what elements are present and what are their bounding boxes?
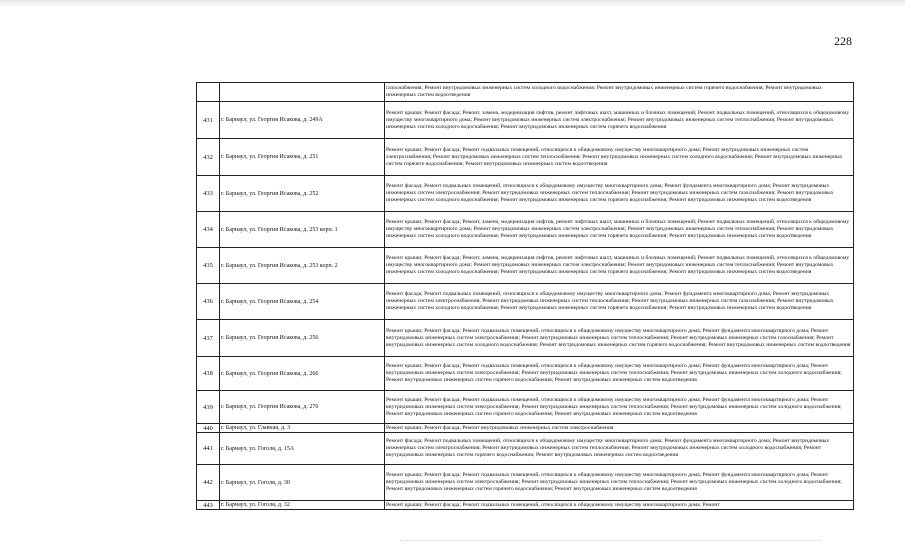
repair-register-table [196,82,854,510]
table-row [197,391,854,424]
row-works: Ремонт крыши; Ремонт фасада; Ремонт подвальных помещений, относящихся к общедомовому имуществу многоквартирного дома; Ремонт фундамента многоквартирного дома; Ремонт внутридомовых инженерных систем электроснабжения; Ремонт внутридомовых инженерных систем теплоснабжения; Ремонт внутридомовых инженерных систем холодного водоснабжения; Ремонт внутридомовых инженерных систем горячего водоснабжения; Ремонт внутридомовых инженерных систем водоотведения [385,357,854,391]
table-row [197,248,854,284]
row-number: 441 [197,433,220,465]
row-works: Ремонт крыши; Ремонт фасада; Ремонт внутридомовых инженерных систем электроснабжения [385,424,854,433]
row-works: Ремонт крыши; Ремонт фасада; Ремонт подвальных помещений, относящихся к общедомовому имуществу многоквартирного дома; Ремонт фундамента многоквартирного дома; Ремонт внутридомовых инженерных систем электроснабжения; Ремонт внутридомовых инженерных систем теплоснабжения; Ремонт внутридомовых инженерных систем холодного водоснабжения; Ремонт внутридомовых инженерных систем горячего водоснабжения; Ремонт внутридомовых инженерных систем водоотведения [385,391,854,424]
row-address: г. Барнаул, ул. Главная, д. 3 [220,424,385,433]
table-row [197,139,854,176]
row-number: 438 [197,357,220,391]
row-works: газоснабжения; Ремонт внутридомовых инженерных систем холодного водоснабжения; Ремонт внутридомовых инженерных систем горячего водоснабжения; Ремонт внутридомовых инженерных систем водоотведения [385,83,854,102]
row-number: 439 [197,391,220,424]
table-row [197,465,854,501]
row-number: 443 [197,501,220,510]
row-works: Ремонт крыши; Ремонт фасада; Ремонт, замена, модернизация лифтов, ремонт лифтовых шахт, машинных и блочных помещений; Ремонт подвальных помещений, относящихся к общедомовому имуществу многоквартирного дома; Ремонт внутридомовых инженерных систем электроснабжения; Ремонт внутридомовых инженерных систем теплоснабжения; Ремонт внутридомовых инженерных систем холодного водоснабжения; Ремонт внутридомовых инженерных систем горячего водоснабжения; Ремонт внутридомовых инженерных систем водоотведения [385,212,854,248]
row-address: г. Барнаул, ул. Георгия Исакова, д. 266 [220,357,385,391]
row-works: Ремонт фасада; Ремонт подвальных помещений, относящихся к общедомовому имуществу многоквартирного дома; Ремонт фундамента многоквартирного дома; Ремонт внутридомовых инженерных систем электроснабжения; Ремонт внутридомовых инженерных систем теплоснабжения; Ремонт внутридомовых инженерных систем газоснабжения; Ремонт внутридомовых инженерных систем холодного водоснабжения; Ремонт внутридомовых инженерных систем горячего водоснабжения; Ремонт внутридомовых инженерных систем водоотведения [385,284,854,320]
table-row [197,284,854,320]
row-works: Ремонт крыши; Ремонт фасада; Ремонт подвальных помещений, относящихся к общедомовому имуществу многоквартирного дома; Ремонт фундамента многоквартирного дома; Ремонт внутридомовых инженерных систем электроснабжения; Ремонт внутридомовых инженерных систем теплоснабжения; Ремонт внутридомовых инженерных систем холодного водоснабжения; Ремонт внутридомовых инженерных систем горячего водоснабжения; Ремонт внутридомовых инженерных систем водоотведения [385,465,854,501]
table-row [197,102,854,139]
table-row [197,433,854,465]
row-address: г. Барнаул, ул. Георгия Исакова, д. 256 [220,320,385,357]
row-address: г. Барнаул, ул. Гоголя, д. 30 [220,465,385,501]
row-number: 431 [197,102,220,139]
row-works: Ремонт крыши; Ремонт фасада; Ремонт, замена, модернизация лифтов, ремонт лифтовых шахт, машинных и блочных помещений; Ремонт подвальных помещений, относящихся к общедомовому имуществу многоквартирного дома; Ремонт внутридомовых инженерных систем электроснабжения; Ремонт внутридомовых инженерных систем теплоснабжения; Ремонт внутридомовых инженерных систем холодного водоснабжения; Ремонт внутридомовых инженерных систем горячего водоснабжения; Ремонт внутридомовых инженерных систем водоотведения [385,248,854,284]
table-row [197,176,854,212]
row-number: 435 [197,248,220,284]
table-row [197,83,854,102]
row-address: г. Барнаул, ул. Георгия Исакова, д. 251 [220,139,385,176]
row-address: г. Барнаул, ул. Георгия Исакова, д. 249А [220,102,385,139]
row-address [220,83,385,102]
table-row [197,212,854,248]
row-number: 432 [197,139,220,176]
row-number: 442 [197,465,220,501]
row-number: 433 [197,176,220,212]
row-works: Ремонт крыши; Ремонт фасада; Ремонт, замена, модернизация лифтов, ремонт лифтовых шахт, машинных и блочных помещений; Ремонт подвальных помещений, относящихся к общедомовому имуществу многоквартирного дома; Ремонт внутридомовых инженерных систем электроснабжения; Ремонт внутридомовых инженерных систем теплоснабжения; Ремонт внутридомовых инженерных систем холодного водоснабжения; Ремонт внутридомовых инженерных систем горячего водоснабжения [385,102,854,139]
row-works: Ремонт крыши; Ремонт фасада; Ремонт подвальных помещений, относящихся к общедомовому имуществу многоквартирного дома; Ремонт фундамента многоквартирного дома; Ремонт внутридомовых инженерных систем электроснабжения; Ремонт внутридомовых инженерных систем теплоснабжения; Ремонт внутридомовых инженерных систем газоснабжения; Ремонт внутридомовых инженерных систем холодного водоснабжения; Ремонт внутридомовых инженерных систем горячего водоснабжения; Ремонт внутридомовых инженерных систем водоотведения [385,320,854,357]
table-row [197,424,854,433]
row-number: 437 [197,320,220,357]
table-row [197,320,854,357]
row-works: Ремонт крыши; Ремонт фасада; Ремонт подвальных помещений, относящихся к общедомовому имуществу многоквартирного дома; Ремонт внутридомовых инженерных систем электроснабжения; Ремонт внутридомовых инженерных систем теплоснабжения; Ремонт внутридомовых инженерных систем холодного водоснабжения; Ремонт внутридомовых инженерных систем горячего водоснабжения; Ремонт внутридомовых инженерных систем водоотведения [385,139,854,176]
row-address: г. Барнаул, ул. Георгия Исакова, д. 253 корп. 2 [220,248,385,284]
scan-edge-shadow [0,0,905,8]
row-number: 440 [197,424,220,433]
row-number [197,83,220,102]
row-works: Ремонт фасада; Ремонт подвальных помещений, относящихся к общедомовому имуществу многоквартирного дома; Ремонт фундамента многоквартирного дома; Ремонт внутридомовых инженерных систем электроснабжения; Ремонт внутридомовых инженерных систем теплоснабжения; Ремонт внутридомовых инженерных систем газоснабжения; Ремонт внутридомовых инженерных систем холодного водоснабжения; Ремонт внутридомовых инженерных систем горячего водоснабжения; Ремонт внутридомовых инженерных систем водоотведения [385,176,854,212]
row-address: г. Барнаул, ул. Георгия Исакова, д. 252 [220,176,385,212]
row-address: г. Барнаул, ул. Гоголя, д. 15А [220,433,385,465]
row-number: 434 [197,212,220,248]
row-number: 436 [197,284,220,320]
table-row [197,501,854,510]
row-address: г. Барнаул, ул. Георгия Исакова, д. 253 корп. 1 [220,212,385,248]
row-works: Ремонт фасада; Ремонт подвальных помещений, относящихся к общедомовому имуществу многоквартирного дома; Ремонт фундамента многоквартирного дома; Ремонт внутридомовых инженерных систем электроснабжения; Ремонт внутридомовых инженерных систем теплоснабжения; Ремонт внутридомовых инженерных систем холодного водоснабжения; Ремонт внутридомовых инженерных систем горячего водоснабжения; Ремонт внутридомовых инженерных систем водоотведения [385,433,854,465]
row-address: г. Барнаул, ул. Георгия Исакова, д. 270 [220,391,385,424]
page-number: 228 [834,34,852,48]
table-row [197,357,854,391]
row-address: г. Барнаул, ул. Георгия Исакова, д. 254 [220,284,385,320]
row-address: г. Барнаул, ул. Гоголя, д. 32 [220,501,385,510]
row-works: Ремонт крыши; Ремонт фасада; Ремонт подвальных помещений, относящихся к общедомовому имуществу многоквартирного дома; Ремонт [385,501,854,510]
scan-artifact-line [400,540,820,542]
